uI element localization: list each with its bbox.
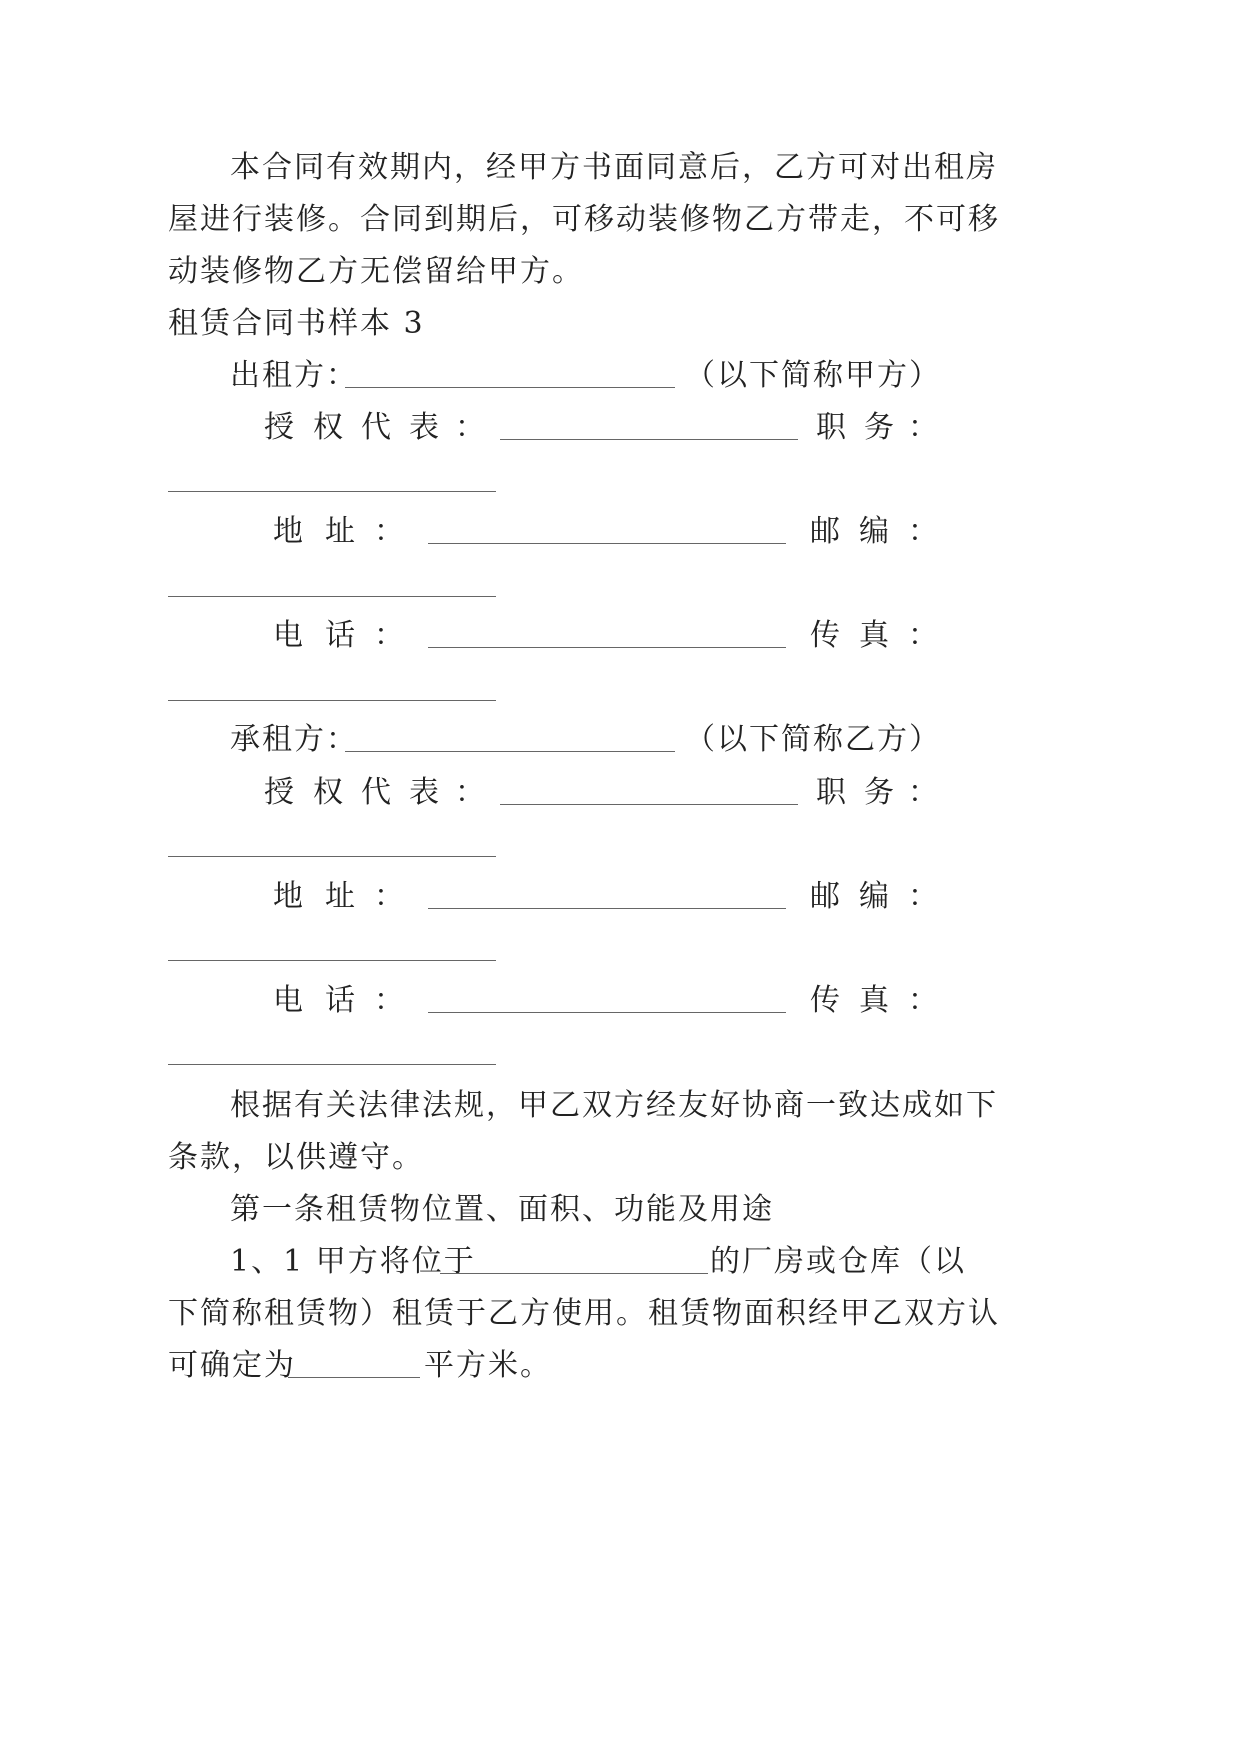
tel-char: 话 — [325, 983, 355, 1018]
lessor-zip-blank[interactable] — [168, 596, 496, 597]
lessee-title-blank[interactable] — [168, 856, 496, 857]
lessor-rep-row — [0, 408, 1241, 448]
rep-char: 表 — [409, 410, 439, 445]
rep-char: 权 — [313, 775, 343, 810]
lessor-label: 出租方： — [230, 358, 358, 393]
zip-char: ： — [908, 514, 938, 549]
fax-char: 传 — [810, 618, 840, 653]
area-blank[interactable] — [288, 1377, 420, 1378]
zip-char: 编 — [859, 879, 889, 914]
paragraph-line: 下简称租赁物）租赁于乙方使用。租赁物面积经甲乙双方认 — [168, 1296, 1000, 1331]
zip-char: 编 — [859, 514, 889, 549]
lessee-addr-blank[interactable] — [428, 908, 786, 909]
title-char: 职 — [816, 775, 846, 810]
lessor-fax-blank[interactable] — [168, 700, 496, 701]
addr-char: 地 — [273, 514, 303, 549]
paragraph-line: 可确定为 — [168, 1348, 296, 1383]
paragraph-line: 1、1 甲方将位于 — [230, 1244, 476, 1279]
tel-char: ： — [374, 983, 404, 1018]
tel-char: 电 — [273, 618, 303, 653]
fax-char: 真 — [859, 983, 889, 1018]
addr-char: 址 — [325, 514, 355, 549]
article-heading: 第一条租赁物位置、面积、功能及用途 — [230, 1192, 774, 1227]
title-char: 务 — [864, 775, 894, 810]
title-char: 务 — [864, 410, 894, 445]
location-blank[interactable] — [440, 1273, 708, 1274]
title-char: ： — [908, 775, 938, 810]
lessee-suffix: （以下简称乙方） — [685, 722, 941, 757]
zip-char: ： — [908, 879, 938, 914]
title-char: ： — [908, 410, 938, 445]
lessee-label: 承租方： — [230, 722, 358, 757]
lessor-suffix: （以下简称甲方） — [685, 358, 941, 393]
addr-char: ： — [374, 514, 404, 549]
section-heading: 租赁合同书样本 3 — [168, 306, 425, 341]
fax-char: 传 — [810, 983, 840, 1018]
tel-char: ： — [374, 618, 404, 653]
fax-char: ： — [908, 983, 938, 1018]
title-char: 职 — [816, 410, 846, 445]
paragraph-line: 的厂房或仓库（以 — [710, 1244, 966, 1279]
addr-char: 址 — [325, 879, 355, 914]
rep-char: 代 — [361, 775, 391, 810]
addr-char: 地 — [273, 879, 303, 914]
lessor-name-blank[interactable] — [345, 387, 675, 388]
lessor-tel-blank[interactable] — [428, 647, 786, 648]
rep-char: 授 — [264, 410, 294, 445]
fax-char: ： — [908, 618, 938, 653]
paragraph-line: 本合同有效期内，经甲方书面同意后，乙方可对出租房 — [230, 150, 998, 185]
paragraph-line: 动装修物乙方无偿留给甲方。 — [168, 254, 584, 289]
lessee-rep-blank[interactable] — [500, 804, 798, 805]
rep-char: 权 — [313, 410, 343, 445]
lessor-rep-blank[interactable] — [500, 439, 798, 440]
lessee-rep-row — [0, 773, 1241, 813]
lessee-zip-blank[interactable] — [168, 960, 496, 961]
tel-char: 话 — [325, 618, 355, 653]
lessee-tel-blank[interactable] — [428, 1012, 786, 1013]
paragraph-line: 屋进行装修。合同到期后，可移动装修物乙方带走，不可移 — [168, 202, 1000, 237]
paragraph-line: 条款，以供遵守。 — [168, 1140, 424, 1175]
lessee-name-blank[interactable] — [345, 751, 675, 752]
lessee-fax-blank[interactable] — [168, 1064, 496, 1065]
lessor-title-blank[interactable] — [168, 491, 496, 492]
tel-char: 电 — [273, 983, 303, 1018]
rep-char: 表 — [409, 775, 439, 810]
paragraph-line: 平方米。 — [424, 1348, 552, 1383]
rep-char: ： — [455, 410, 485, 445]
lessor-addr-row — [0, 512, 1241, 552]
lessor-tel-row — [0, 616, 1241, 656]
zip-char: 邮 — [810, 879, 840, 914]
addr-char: ： — [374, 879, 404, 914]
paragraph-line: 根据有关法律法规，甲乙双方经友好协商一致达成如下 — [230, 1088, 998, 1123]
lessee-tel-row — [0, 981, 1241, 1021]
rep-char: 授 — [264, 775, 294, 810]
rep-char: ： — [455, 775, 485, 810]
lessor-addr-blank[interactable] — [428, 543, 786, 544]
lessee-addr-row — [0, 877, 1241, 917]
rep-char: 代 — [361, 410, 391, 445]
fax-char: 真 — [859, 618, 889, 653]
zip-char: 邮 — [810, 514, 840, 549]
